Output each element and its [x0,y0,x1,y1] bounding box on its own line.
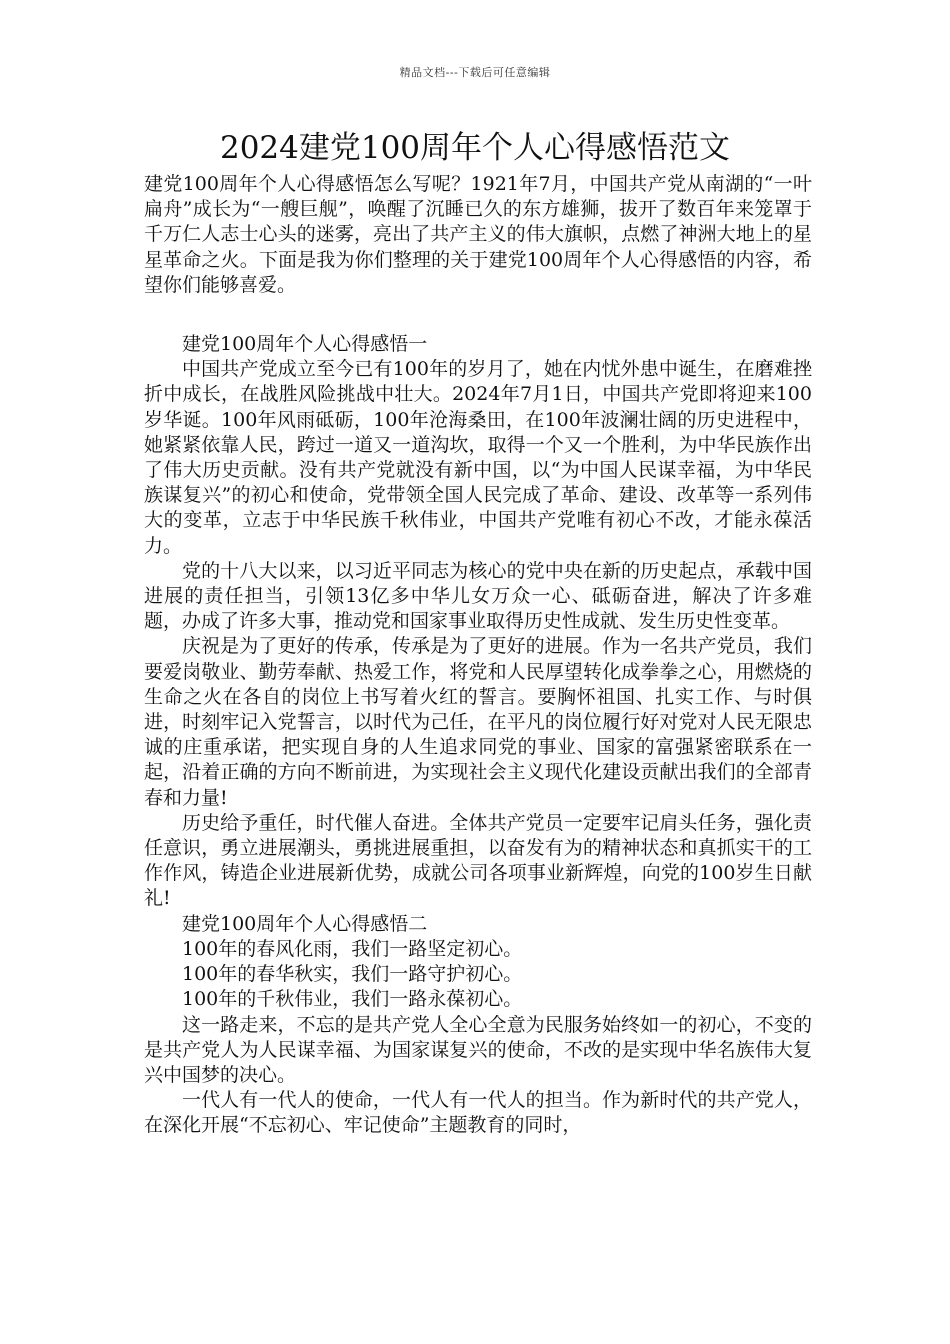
section-heading-1: 建党100周年个人心得感悟一 [182,333,428,356]
section-heading-2: 建党100周年个人心得感悟二 [182,912,428,935]
body-paragraph: 100年的春风化雨，我们一路坚定初心。 [182,937,523,960]
intro-paragraph: 建党100周年个人心得感悟怎么写呢？1921年7月，中国共产党从南湖的“一叶扁舟”成长为“一艘巨舰”，唤醒了沉睡已久的东方雄狮，拔开了数百年来笼罩于千万仁人志士心头的迷雾，亮出了共产主义的伟大旗帜，点燃了神洲大地上的星星革命之火。下面是我为你们整理的关于建党100周年个人心得感悟的内容，希望你们能够喜爱。 [144,173,812,296]
paragraph-gap [144,298,812,332]
body-paragraph: 一代人有一代人的使命，一代人有一代人的担当。作为新时代的共产党人，在深化开展“不忘初心、牢记使命”主题教育的同时， [144,1089,812,1137]
document-title: 2024建党100周年个人心得感悟范文 [219,130,731,166]
body-paragraph: 这一路走来，不忘的是共产党人全心全意为民服务始终如一的初心，不变的是共产党人为人民谋幸福、为国家谋复兴的使命，不改的是实现中华名族伟大复兴中国梦的决心。 [144,1013,812,1086]
body-paragraph: 100年的千秋伟业，我们一路永葆初心。 [182,988,523,1011]
body-paragraph: 中国共产党成立至今已有100年的岁月了，她在内忧外患中诞生，在磨难挫折中成长，在战胜风险挑战中壮大。2024年7月1日，中国共产党即将迎来100岁华诞。100年风雨砥砺，100年沧海桑田，在100年波澜壮阔的历史进程中，她紧紧依靠人民，跨过一道又一道沟坎，取得一个又一个胜利，为中华民族作出了伟大历史贡献。没有共产党就没有新中国，以“为中国人民谋幸福，为中华民族谋复兴”的初心和使命，党带领全国人民完成了革命、建设、改革等一系列伟大的变革，立志于中华民族千秋伟业，中国共产党唯有初心不改，才能永葆活力。 [144,358,812,557]
body-paragraph: 历史给予重任，时代催人奋进。全体共产党员一定要牢记肩头任务，强化责任意识，勇立进展潮头，勇挑进展重担，以奋发有为的精神状态和真抓实干的工作作风，铸造企业进展新优势，成就公司各项事业新辉煌，向党的100岁生日献礼! [144,811,812,910]
body-paragraph: 100年的春华秋实，我们一路守护初心。 [182,963,523,986]
document-body [144,172,812,1139]
body-paragraph: 庆祝是为了更好的传承，传承是为了更好的进展。作为一名共产党员，我们要爱岗敬业、勤劳奉献、热爱工作，将党和人民厚望转化成拳拳之心，用燃烧的生命之火在各自的岗位上书写着火红的誓言。要胸怀祖国、扎实工作、与时俱进，时刻牢记入党誓言，以时代为己任，在平凡的岗位履行好对党对人民无限忠诚的庄重承诺，把实现自身的人生追求同党的事业、国家的富强紧密联系在一起，沿着正确的方向不断前进，为实现社会主义现代化建设贡献出我们的全部青春和力量! [144,635,812,809]
body-paragraph: 党的十八大以来，以习近平同志为核心的党中央在新的历史起点，承载中国进展的责任担当，引领13亿多中华儿女万众一心、砥砺奋进，解决了许多难题，办成了许多大事，推动党和国家事业取得历史性成就、发生历史性变革。 [144,559,812,633]
page-header: 精品文档---下载后可任意编辑 [399,66,551,79]
